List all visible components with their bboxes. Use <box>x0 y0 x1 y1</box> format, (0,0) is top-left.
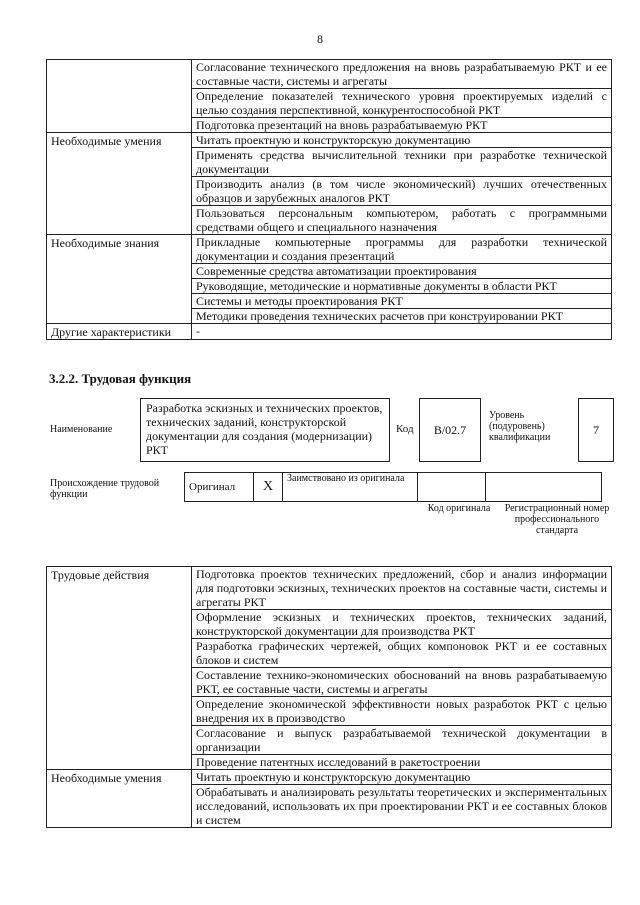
table2-row <box>47 567 612 610</box>
table2-item: Проведение патентных исследований в ракетостроении <box>192 755 612 770</box>
table1-item: - <box>192 324 612 340</box>
borrowed-label: Заимствовано из оригинала <box>283 473 418 502</box>
table1-item: Подготовка презентаций на вновь разрабатываемую РКТ <box>192 118 612 133</box>
table1-item: Применять средства вычислительной техники при разработке технической документации <box>192 148 612 177</box>
table1-section-label <box>47 60 192 133</box>
table1-item: Современные средства автоматизации проектирования <box>192 264 612 279</box>
name-label: Наименование <box>50 424 113 435</box>
code-box <box>419 398 481 462</box>
table2-item: Обрабатывать и анализировать результаты теоретических и экспериментальных исследований, использовать их при проектировании РКТ и ее составных блоков и систем <box>192 785 612 828</box>
origin-label: Происхождение трудовой функции <box>50 478 160 500</box>
level-box <box>578 398 614 462</box>
table1-row <box>47 235 612 264</box>
table1-item: Прикладные компьютерные программы для разработки технической документации и создания презентаций <box>192 235 612 264</box>
section-heading: 3.2.2. Трудовая функция <box>49 371 192 386</box>
level-value: 7 <box>593 423 599 437</box>
code-caption: Код оригинала <box>427 503 491 514</box>
table1-item: Руководящие, методические и нормативные документы в области РКТ <box>192 279 612 294</box>
table2-section-label: Необходимые умения <box>47 770 192 828</box>
table1-row <box>47 133 612 148</box>
table2-section-label: Трудовые действия <box>47 567 192 770</box>
original-mark: X <box>254 473 283 502</box>
original-code-cell <box>418 473 486 502</box>
code-label: Код <box>396 423 414 435</box>
registration-caption: Регистрационный номер профессионального стандарта <box>504 503 610 536</box>
table1-item: Читать проектную и конструкторскую документацию <box>192 133 612 148</box>
registration-number-cell <box>486 473 602 502</box>
table1-item: Системы и методы проектирования РКТ <box>192 294 612 309</box>
table2-item: Определение экономической эффективности новых разработок РКТ с целью внедрения их в производство <box>192 697 612 726</box>
skills-table-bottom <box>46 566 612 828</box>
table1-item: Определение показателей технического уровня проектируемых изделий с целью создания перспективной, конкурентоспособной РКТ <box>192 89 612 118</box>
table1-row <box>47 60 612 89</box>
function-name-value: Разработка эскизных и технических проектов, технических заданий, конструкторской документации для создания (модернизации) РКТ <box>146 401 383 457</box>
table1-item: Пользоваться персональным компьютером, работать с программными средствами общего и специального назначения <box>192 206 612 235</box>
table1-item: Методики проведения технических расчетов при конструировании РКТ <box>192 309 612 324</box>
code-value: В/02.7 <box>433 423 467 437</box>
table1-section-label: Необходимые знания <box>47 235 192 324</box>
table2-item: Подготовка проектов технических предложений, сбор и анализ информации для подготовки эскизных, технических проектов на составные части, системы и агрегаты РКТ <box>192 567 612 610</box>
origin-table <box>184 472 602 502</box>
table1-section-label: Другие характеристики <box>47 324 192 340</box>
skills-table-top <box>46 59 612 340</box>
original-label: Оригинал <box>185 473 254 502</box>
table2-item: Оформление эскизных и технических проектов, технических заданий, конструкторской документации для производства РКТ <box>192 610 612 639</box>
table2-item: Согласование и выпуск разрабатываемой технической документации в организации <box>192 726 612 755</box>
function-name-box <box>140 398 390 462</box>
table2-item: Составление технико-экономических обоснований на вновь разрабатываемую РКТ, ее составные части, системы и агрегаты <box>192 668 612 697</box>
table1-item: Согласование технического предложения на вновь разрабатываемую РКТ и ее составные части, системы и агрегаты <box>192 60 612 89</box>
level-label: Уровень (подуровень) квалификации <box>489 410 551 443</box>
table1-section-label: Необходимые умения <box>47 133 192 235</box>
table2-row <box>47 770 612 785</box>
table2-item: Читать проектную и конструкторскую документацию <box>192 770 612 785</box>
page-number: 8 <box>317 32 323 46</box>
table2-item: Разработка графических чертежей, общих компоновок РКТ и ее составных блоков и систем <box>192 639 612 668</box>
table1-item: Производить анализ (в том числе экономический) лучших отечественных образцов и зарубежных аналогов РКТ <box>192 177 612 206</box>
table1-row <box>47 324 612 340</box>
